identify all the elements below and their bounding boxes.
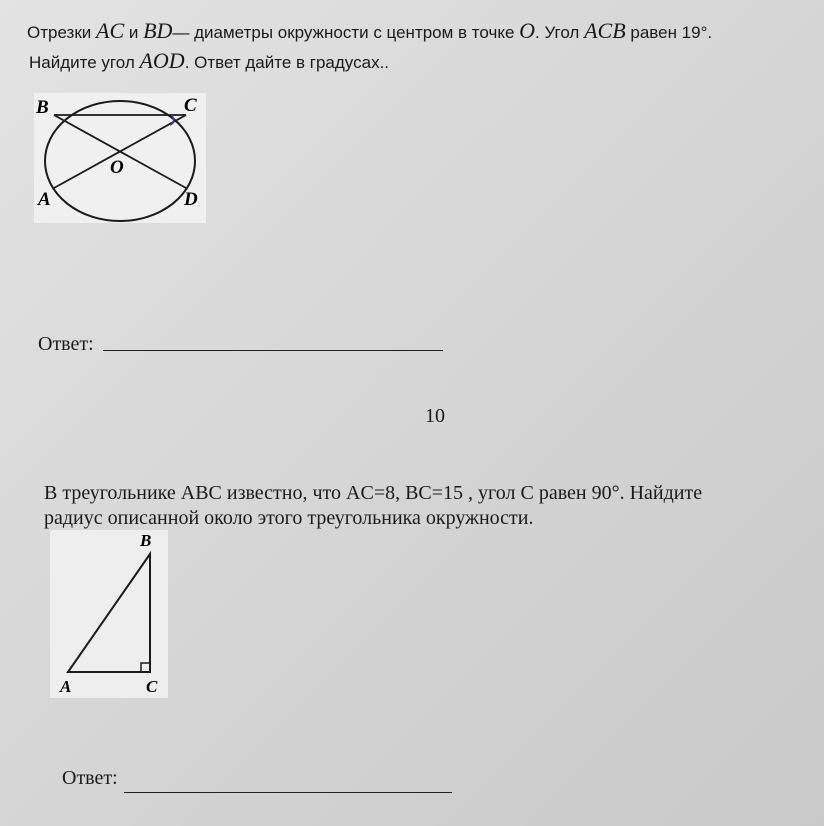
- label-b: B: [36, 97, 49, 118]
- label-c2: C: [146, 677, 158, 696]
- triangle-figure: [50, 530, 168, 698]
- problem1-line2: Найдите угол AOD. Ответ дайте в градусах..: [29, 48, 390, 73]
- problem2-line2: радиус описанной около этого треугольника окружности.: [44, 507, 534, 529]
- answer1-label: Ответ:: [38, 333, 94, 355]
- right-angle-mark: [141, 663, 150, 672]
- triangle-diagram: [50, 530, 168, 698]
- triangle: [68, 554, 150, 672]
- answer2-label: Ответ:: [62, 767, 118, 789]
- problem-number: 10: [425, 405, 445, 427]
- answer1-field[interactable]: [103, 350, 443, 351]
- label-b2: B: [140, 531, 152, 550]
- label-c: C: [184, 95, 197, 116]
- label-a: A: [38, 189, 51, 210]
- label-a2: A: [60, 677, 72, 696]
- circle-figure: [34, 93, 206, 223]
- label-o: O: [110, 157, 124, 178]
- answer2-field[interactable]: [124, 792, 452, 793]
- label-d: D: [184, 189, 198, 210]
- problem1-line1: Отрезки AC и BD— диаметры окружности с центром в точке O. Угол ACB равен 19°.: [27, 18, 713, 43]
- circle-diagram: [34, 93, 206, 223]
- problem2-line1: В треугольнике ABC известно, что AC=8, BC=15 , угол C равен 90°. Найдите: [44, 482, 703, 504]
